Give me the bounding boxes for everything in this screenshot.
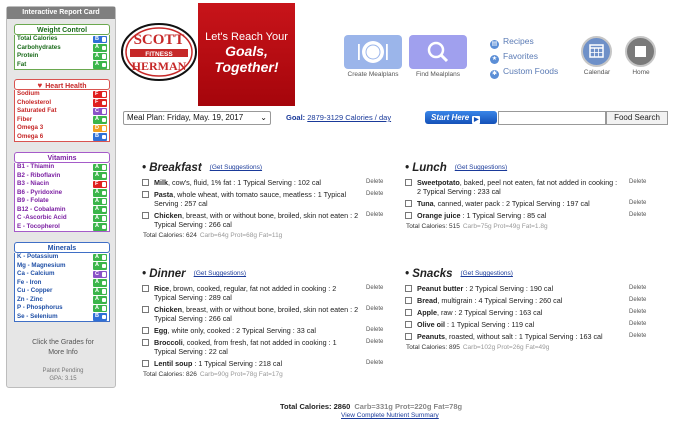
grade-badge[interactable]: A bbox=[93, 61, 107, 69]
grade-row-label: Saturated Fat bbox=[17, 107, 57, 114]
food-item bbox=[405, 211, 653, 220]
grade-row-label: B1 - Thiamin bbox=[17, 163, 55, 170]
grade-row[interactable] bbox=[15, 44, 109, 53]
heart-icon: ♥ bbox=[37, 81, 43, 90]
home-button[interactable] bbox=[625, 36, 656, 67]
delete-link[interactable]: Delete bbox=[366, 212, 384, 218]
food-desc: : 1 Typical Serving : 85 cal bbox=[460, 211, 547, 220]
grade-row[interactable] bbox=[15, 279, 109, 288]
plate-icon bbox=[344, 35, 402, 69]
grade-row[interactable] bbox=[15, 262, 109, 271]
vitamins-title: Vitamins bbox=[14, 152, 110, 163]
grade-row[interactable] bbox=[15, 124, 109, 133]
grade-row[interactable] bbox=[15, 287, 109, 296]
food-item-text bbox=[154, 326, 360, 335]
food-name[interactable]: Olive oil bbox=[417, 320, 445, 329]
meal-title-text: Breakfast bbox=[149, 162, 202, 174]
food-item bbox=[142, 190, 390, 208]
grade-badge[interactable]: A bbox=[93, 116, 107, 124]
get-suggestions-link[interactable]: (Get Suggestions) bbox=[454, 164, 508, 171]
quick-links bbox=[490, 34, 558, 79]
grade-badge[interactable]: D bbox=[93, 125, 107, 133]
calendar-label[interactable]: Calendar bbox=[583, 69, 611, 76]
grade-badge[interactable]: A bbox=[93, 223, 107, 231]
arrow-right-icon: ▶ bbox=[473, 117, 479, 123]
meal-total-calories: Total Calories: 515 bbox=[406, 223, 460, 230]
meal-plan-value: Meal Plan: Friday, May. 19, 2017 bbox=[127, 113, 244, 122]
bullet-icon: • bbox=[142, 268, 150, 280]
grade-badge[interactable]: A bbox=[93, 53, 107, 61]
food-item bbox=[405, 320, 653, 329]
food-item bbox=[405, 199, 653, 208]
scott-herman-fitness-logo[interactable] bbox=[120, 22, 198, 82]
food-desc: , raw : 2 Typical Serving : 163 cal bbox=[436, 308, 543, 317]
snacks-title bbox=[405, 267, 653, 281]
food-checkbox[interactable] bbox=[142, 285, 149, 292]
delete-link[interactable]: Delete bbox=[366, 285, 384, 291]
calendar-icon bbox=[583, 38, 610, 65]
dinner-section bbox=[142, 267, 390, 378]
goal-value: 2879-3129 Calories / day bbox=[307, 113, 392, 122]
food-desc: , brown, cooked, regular, fat not added in cooking : 2 Typical Serving : 289 cal bbox=[154, 284, 337, 302]
patent-note bbox=[30, 367, 96, 383]
food-desc: , canned, water pack : 2 Typical Serving : 197 cal bbox=[433, 199, 590, 208]
food-name[interactable]: Milk bbox=[154, 178, 168, 187]
food-item bbox=[142, 326, 390, 335]
grade-badge[interactable]: A bbox=[93, 189, 107, 197]
get-suggestions-link[interactable]: (Get Suggestions) bbox=[460, 270, 513, 277]
grade-row-label: K - Potassium bbox=[17, 253, 59, 260]
food-item bbox=[142, 211, 390, 229]
grade-badge[interactable]: B bbox=[93, 36, 107, 44]
food-checkbox[interactable] bbox=[142, 360, 149, 367]
meal-total bbox=[143, 371, 390, 378]
food-item-text bbox=[154, 284, 360, 302]
grade-row[interactable] bbox=[15, 180, 109, 189]
delete-link[interactable]: Delete bbox=[629, 321, 647, 327]
grade-row[interactable] bbox=[15, 313, 109, 322]
grade-row-label: Zn - Zinc bbox=[17, 295, 43, 303]
lunch-section bbox=[405, 161, 653, 230]
grade-badge[interactable]: A bbox=[93, 172, 107, 180]
minerals-title: Minerals bbox=[14, 242, 110, 253]
food-item-text bbox=[417, 320, 623, 329]
food-item bbox=[405, 178, 653, 196]
patent-text: Patent Pending bbox=[42, 368, 84, 374]
meal-total-macros: Carb=64g Prot=68g Fat=11g bbox=[199, 232, 283, 239]
grade-row[interactable] bbox=[15, 99, 109, 108]
grade-row-label: E - Tocopherol bbox=[17, 222, 60, 230]
food-desc: , cow's, fluid, 1% fat : 1 Typical Serving : 102 cal bbox=[167, 178, 322, 187]
grade-row-label: Sodium bbox=[17, 90, 40, 97]
food-item-text bbox=[417, 211, 623, 220]
promo-line1: Let's Reach Your bbox=[205, 31, 288, 43]
weight-control-section bbox=[14, 24, 110, 70]
grade-row-label: Cholesterol bbox=[17, 98, 52, 106]
custom-foods-link[interactable] bbox=[490, 64, 558, 79]
delete-link[interactable]: Delete bbox=[629, 285, 647, 291]
get-suggestions-link[interactable]: (Get Suggestions) bbox=[209, 164, 263, 171]
grade-badge[interactable]: F bbox=[93, 181, 107, 189]
food-name[interactable]: Tuna bbox=[417, 199, 434, 208]
gpa-text: GPA: 3.15 bbox=[49, 376, 77, 382]
food-search-input[interactable] bbox=[498, 111, 606, 125]
food-desc: , baked, peel not eaten, fat not added in cooking : 2 Typical Serving : 233 cal bbox=[417, 178, 618, 196]
food-item-text bbox=[417, 199, 623, 208]
food-desc: , breast, with or without bone, broiled, skin not eaten : 2 Typical Serving : 266 cal bbox=[154, 305, 359, 323]
logo-text-scott: SCOTT bbox=[133, 32, 185, 48]
report-card-title: Interactive Report Card bbox=[7, 7, 115, 19]
food-checkbox[interactable] bbox=[405, 333, 412, 340]
food-item bbox=[405, 308, 653, 317]
find-mealplans-button[interactable] bbox=[409, 35, 467, 69]
food-name[interactable]: Apple bbox=[417, 308, 437, 317]
food-checkbox[interactable] bbox=[405, 297, 412, 304]
bullet-icon: • bbox=[142, 162, 150, 174]
book-icon: ▤ bbox=[491, 41, 498, 47]
meal-total bbox=[406, 344, 653, 351]
bullet-icon: • bbox=[405, 162, 413, 174]
food-name[interactable]: Peanuts bbox=[417, 332, 445, 341]
grand-total-macros: Carb=331g Prot=220g Fat=78g bbox=[354, 402, 463, 411]
food-desc: , multigrain : 4 Typical Serving : 260 cal bbox=[437, 296, 563, 305]
snacks-section bbox=[405, 267, 653, 351]
food-item-text bbox=[154, 211, 360, 229]
delete-link[interactable]: Delete bbox=[366, 179, 384, 185]
food-name[interactable]: Chicken bbox=[154, 211, 182, 220]
gear-icon: ✱ bbox=[491, 71, 498, 77]
food-item-text bbox=[417, 284, 623, 293]
grade-row-label: Mg - Magnesium bbox=[17, 261, 66, 269]
meal-plan-select[interactable] bbox=[123, 111, 271, 125]
grade-row[interactable] bbox=[15, 253, 109, 262]
grade-row[interactable] bbox=[15, 172, 109, 181]
calendar-button[interactable] bbox=[581, 36, 612, 67]
heart-health-label: Heart Health bbox=[45, 83, 87, 90]
food-name[interactable]: Egg bbox=[154, 326, 168, 335]
meal-total-calories: Total Calories: 895 bbox=[406, 344, 460, 351]
heart-health-title bbox=[14, 79, 110, 90]
grade-row[interactable] bbox=[15, 270, 109, 279]
food-name[interactable]: Orange juice bbox=[417, 211, 461, 220]
food-checkbox[interactable] bbox=[142, 179, 149, 186]
grade-badge[interactable]: A bbox=[93, 206, 107, 214]
grade-row-label: Protein bbox=[17, 52, 39, 59]
food-item bbox=[142, 305, 390, 323]
food-desc: , whole wheat, with tomato sauce, meatless : 1 Typical Serving : 257 cal bbox=[154, 190, 347, 208]
food-item bbox=[405, 284, 653, 293]
meal-total-calories: Total Calories: 826 bbox=[143, 371, 197, 378]
grade-row[interactable] bbox=[15, 206, 109, 215]
grade-row[interactable] bbox=[15, 223, 109, 232]
magnifier-icon bbox=[409, 35, 467, 69]
grade-badge[interactable]: A bbox=[93, 296, 107, 304]
grade-row-label: Fat bbox=[17, 60, 27, 68]
food-item-text bbox=[417, 308, 623, 317]
food-checkbox[interactable] bbox=[405, 179, 412, 186]
breakfast-section bbox=[142, 161, 390, 239]
grade-row-label: Total Calories bbox=[17, 35, 58, 42]
food-desc: , breast, with or without bone, broiled, skin not eaten : 2 Typical Serving : 266 cal bbox=[154, 211, 359, 229]
grand-total-calories: Total Calories: 2860 bbox=[280, 402, 351, 411]
grade-row-label: B9 - Folate bbox=[17, 197, 49, 204]
grade-row[interactable] bbox=[15, 90, 109, 99]
food-checkbox[interactable] bbox=[142, 191, 149, 198]
grade-badge[interactable]: A bbox=[93, 164, 107, 172]
food-checkbox[interactable] bbox=[405, 309, 412, 316]
logo-text-fitness: FITNESS bbox=[145, 51, 173, 58]
goal-label: Goal: bbox=[286, 113, 306, 122]
food-name[interactable]: Peanut butter bbox=[417, 284, 464, 293]
dinner-title bbox=[142, 267, 390, 281]
food-item-text bbox=[417, 178, 623, 196]
delete-link[interactable]: Delete bbox=[366, 327, 384, 333]
meal-total bbox=[143, 232, 390, 239]
grade-badge[interactable]: A bbox=[93, 254, 107, 262]
grade-badge[interactable]: B bbox=[93, 313, 107, 321]
vitamins-section bbox=[14, 152, 110, 232]
food-item bbox=[405, 296, 653, 305]
grade-badge[interactable]: A bbox=[93, 288, 107, 296]
grade-row-label: Omega 3 bbox=[17, 124, 44, 131]
grade-row-label: Cu - Copper bbox=[17, 287, 53, 294]
grade-row-label: B2 - Riboflavin bbox=[17, 171, 61, 179]
delete-link[interactable]: Delete bbox=[366, 339, 384, 345]
food-desc: : 1 Typical Serving : 119 cal bbox=[444, 320, 535, 329]
delete-link[interactable]: Delete bbox=[629, 179, 647, 185]
meal-title-text: Dinner bbox=[149, 268, 186, 280]
food-name[interactable]: Rice bbox=[154, 284, 170, 293]
find-mealplans-label[interactable]: Find Mealplans bbox=[415, 71, 461, 78]
start-here-label: Start Here bbox=[431, 113, 470, 122]
delete-link[interactable]: Delete bbox=[629, 297, 647, 303]
grade-row[interactable] bbox=[15, 163, 109, 172]
grade-badge[interactable]: B bbox=[93, 133, 107, 141]
logo-text-herman: HERMAN bbox=[131, 59, 187, 73]
grade-row-label: Fe - Iron bbox=[17, 278, 42, 286]
recipes-label: Recipes bbox=[503, 36, 534, 46]
food-checkbox[interactable] bbox=[142, 306, 149, 313]
food-desc: : 2 Typical Serving : 190 cal bbox=[463, 284, 554, 293]
heart-health-section bbox=[14, 79, 110, 142]
food-name[interactable]: Pasta bbox=[154, 190, 174, 199]
grade-row-label: Ca - Calcium bbox=[17, 270, 55, 277]
grade-badge[interactable]: A bbox=[93, 279, 107, 287]
chevron-down-icon: ⌄ bbox=[260, 113, 267, 122]
food-item-text bbox=[154, 305, 360, 323]
food-checkbox[interactable] bbox=[405, 285, 412, 292]
grade-badge[interactable]: F bbox=[93, 99, 107, 107]
food-item bbox=[142, 178, 390, 187]
food-name[interactable]: Broccoli bbox=[154, 338, 183, 347]
food-desc: , white only, cooked : 2 Typical Serving : 33 cal bbox=[167, 326, 316, 335]
home-label[interactable]: Home bbox=[632, 69, 650, 76]
meal-title-text: Snacks bbox=[412, 268, 453, 280]
grade-badge[interactable]: A bbox=[93, 262, 107, 270]
home-icon bbox=[627, 38, 654, 65]
food-name[interactable]: Chicken bbox=[154, 305, 182, 314]
recipes-link[interactable] bbox=[490, 34, 558, 49]
grade-row[interactable] bbox=[15, 52, 109, 61]
grade-row[interactable] bbox=[15, 61, 109, 70]
grade-row-label: Se - Selenium bbox=[17, 312, 58, 320]
food-checkbox[interactable] bbox=[405, 200, 412, 207]
promo-line2: Goals, Together! bbox=[214, 43, 279, 75]
view-nutrient-summary-link[interactable]: View Complete Nutrient Summary bbox=[341, 412, 439, 419]
goal-link[interactable] bbox=[286, 113, 391, 122]
grade-row[interactable] bbox=[15, 133, 109, 142]
grade-row[interactable] bbox=[15, 107, 109, 116]
grade-row-label: C -Ascorbic Acid bbox=[17, 214, 67, 221]
meal-title-text: Lunch bbox=[412, 162, 447, 174]
grade-row-label: Fiber bbox=[17, 115, 33, 123]
meal-total-macros: Carb=102g Prot=26g Fat=49g bbox=[462, 344, 550, 351]
create-mealplans-label[interactable]: Create Mealplans bbox=[347, 71, 399, 78]
food-name[interactable]: Bread bbox=[417, 296, 438, 305]
lunch-title bbox=[405, 161, 653, 175]
food-checkbox[interactable] bbox=[405, 212, 412, 219]
grade-row-label: B12 - Cobalamin bbox=[17, 205, 66, 213]
delete-link[interactable]: Delete bbox=[366, 360, 384, 366]
grade-row[interactable] bbox=[15, 214, 109, 223]
food-item bbox=[142, 284, 390, 302]
grade-row-label: B6 - Pyridoxine bbox=[17, 188, 63, 196]
get-suggestions-link[interactable]: (Get Suggestions) bbox=[193, 270, 247, 277]
grade-badge[interactable]: A bbox=[93, 198, 107, 206]
weight-control-title: Weight Control bbox=[14, 24, 110, 35]
food-checkbox[interactable] bbox=[405, 321, 412, 328]
delete-link[interactable]: Delete bbox=[366, 306, 384, 312]
grade-badge[interactable]: F bbox=[93, 91, 107, 99]
grade-row-label: B3 - Niacin bbox=[17, 180, 49, 187]
grade-row-label: Carbohydrates bbox=[17, 43, 61, 51]
meal-total-calories: Total Calories: 624 bbox=[143, 232, 197, 239]
food-item bbox=[405, 332, 653, 341]
food-checkbox[interactable] bbox=[142, 339, 149, 346]
food-name[interactable]: Lentil soup bbox=[154, 359, 193, 368]
grade-row-label: P - Phosphorus bbox=[17, 304, 63, 311]
favorites-label: Favorites bbox=[503, 51, 538, 61]
grade-row[interactable] bbox=[15, 35, 109, 44]
breakfast-title bbox=[142, 161, 390, 175]
meal-total-macros: Carb=90g Prot=78g Fat=17g bbox=[199, 371, 283, 378]
meal-total bbox=[406, 223, 653, 230]
food-name[interactable]: Sweetpotato bbox=[417, 178, 460, 187]
food-desc: : 1 Typical Serving : 218 cal bbox=[192, 359, 283, 368]
favorites-link[interactable] bbox=[490, 49, 558, 64]
grade-row[interactable] bbox=[15, 197, 109, 206]
start-here-button[interactable] bbox=[425, 111, 497, 124]
click-grades-note: Click the Grades for More Info bbox=[32, 339, 94, 356]
food-item-text bbox=[154, 178, 360, 187]
grade-row[interactable] bbox=[15, 304, 109, 313]
delete-link[interactable]: Delete bbox=[366, 191, 384, 197]
food-item-text bbox=[417, 296, 623, 305]
grade-badge[interactable]: A bbox=[93, 215, 107, 223]
grand-total bbox=[280, 402, 462, 411]
grade-row[interactable] bbox=[15, 116, 109, 125]
food-item bbox=[142, 359, 390, 368]
food-item-text bbox=[417, 332, 623, 341]
grade-badge[interactable]: A bbox=[93, 44, 107, 52]
food-search-button[interactable]: Food Search bbox=[606, 111, 668, 125]
delete-link[interactable]: Delete bbox=[629, 309, 647, 315]
grade-badge[interactable]: C bbox=[93, 108, 107, 116]
bullet-icon: • bbox=[405, 268, 413, 280]
delete-link[interactable]: Delete bbox=[629, 212, 647, 218]
grade-badge[interactable]: A bbox=[93, 305, 107, 313]
grade-badge[interactable]: C bbox=[93, 271, 107, 279]
meal-total-macros: Carb=75g Prot=49g Fat=1.8g bbox=[462, 223, 548, 230]
food-desc: , roasted, without salt : 1 Typical Serving : 163 cal bbox=[444, 332, 603, 341]
delete-link[interactable]: Delete bbox=[629, 333, 647, 339]
promo-banner[interactable] bbox=[198, 3, 295, 106]
food-desc: , cooked, from fresh, fat not added in cooking : 1 Typical Serving : 22 cal bbox=[154, 338, 337, 356]
food-checkbox[interactable] bbox=[142, 212, 149, 219]
food-item-text bbox=[154, 190, 360, 208]
food-item-text bbox=[154, 338, 360, 356]
food-checkbox[interactable] bbox=[142, 327, 149, 334]
star-icon: ★ bbox=[491, 56, 498, 62]
food-item-text bbox=[154, 359, 360, 368]
grade-row[interactable] bbox=[15, 296, 109, 305]
food-item bbox=[142, 338, 390, 356]
delete-link[interactable]: Delete bbox=[629, 200, 647, 206]
grade-row[interactable] bbox=[15, 189, 109, 198]
custom-foods-label: Custom Foods bbox=[503, 66, 559, 76]
grade-row-label: Omega 6 bbox=[17, 132, 44, 140]
create-mealplans-button[interactable] bbox=[344, 35, 402, 69]
minerals-section bbox=[14, 242, 110, 322]
